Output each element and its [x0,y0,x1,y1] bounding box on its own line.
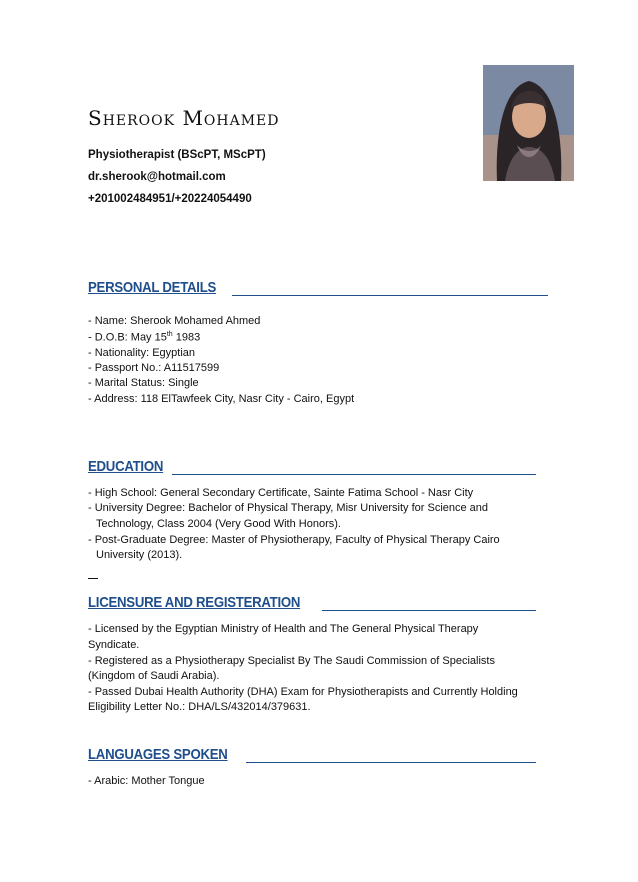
personal-address: - Address: 118 ElTawfeek City, Nasr City - Cairo, Egypt [88,393,355,405]
dob-year: 1983 [172,331,201,344]
section-rule [172,474,536,475]
personal-name: - Name: Sherook Mohamed Ahmed [88,315,261,327]
profile-photo [483,65,574,181]
licensure-line: - Registered as a Physiotherapy Specialist By The Saudi Commission of Specialists [88,655,495,667]
section-heading-languages: LANGUAGES SPOKEN [88,746,228,763]
dob-text: - D.O.B: May 15 [88,331,167,344]
section-rule [232,295,548,296]
dob-superscript: th [166,331,173,338]
section-rule [246,762,536,763]
licensure-line: - Passed Dubai Health Authority (DHA) Exam for Physiotherapists and Currently Holding [88,686,518,698]
education-line: - High School: General Secondary Certificate, Sainte Fatima School - Nasr City [88,487,474,499]
language-line: - Arabic: Mother Tongue [88,775,205,787]
phone-number: +201002484951/+20224054490 [88,193,252,205]
professional-title: Physiotherapist (BScPT, MScPT) [88,149,266,161]
personal-dob [88,331,200,344]
personal-marital-status: - Marital Status: Single [88,377,199,389]
candidate-name: Sherook Mohamed [88,106,280,130]
licensure-line: Eligibility Letter No.: DHA/LS/432014/379631. [88,701,311,713]
licensure-line: - Licensed by the Egyptian Ministry of Health and The General Physical Therapy [88,623,479,635]
licensure-line: (Kingdom of Saudi Arabia). [88,670,220,682]
email-address: dr.sherook@hotmail.com [88,171,226,183]
section-heading-personal-details: PERSONAL DETAILS [88,279,217,296]
personal-passport: - Passport No.: A11517599 [88,362,220,374]
section-heading-licensure: LICENSURE AND REGISTERATION [88,594,301,611]
section-rule [322,610,536,611]
licensure-line: Syndicate. [88,639,140,651]
education-line: University (2013). [96,549,183,561]
personal-nationality: - Nationality: Egyptian [88,347,195,359]
divider-mark [88,578,98,579]
education-line: - Post-Graduate Degree: Master of Physiotherapy, Faculty of Physical Therapy Cairo [88,534,500,546]
education-line: - University Degree: Bachelor of Physical Therapy, Misr University for Science and [88,502,489,514]
education-line: Technology, Class 2004 (Very Good With Honors). [96,518,341,530]
section-heading-education: EDUCATION [88,458,164,475]
